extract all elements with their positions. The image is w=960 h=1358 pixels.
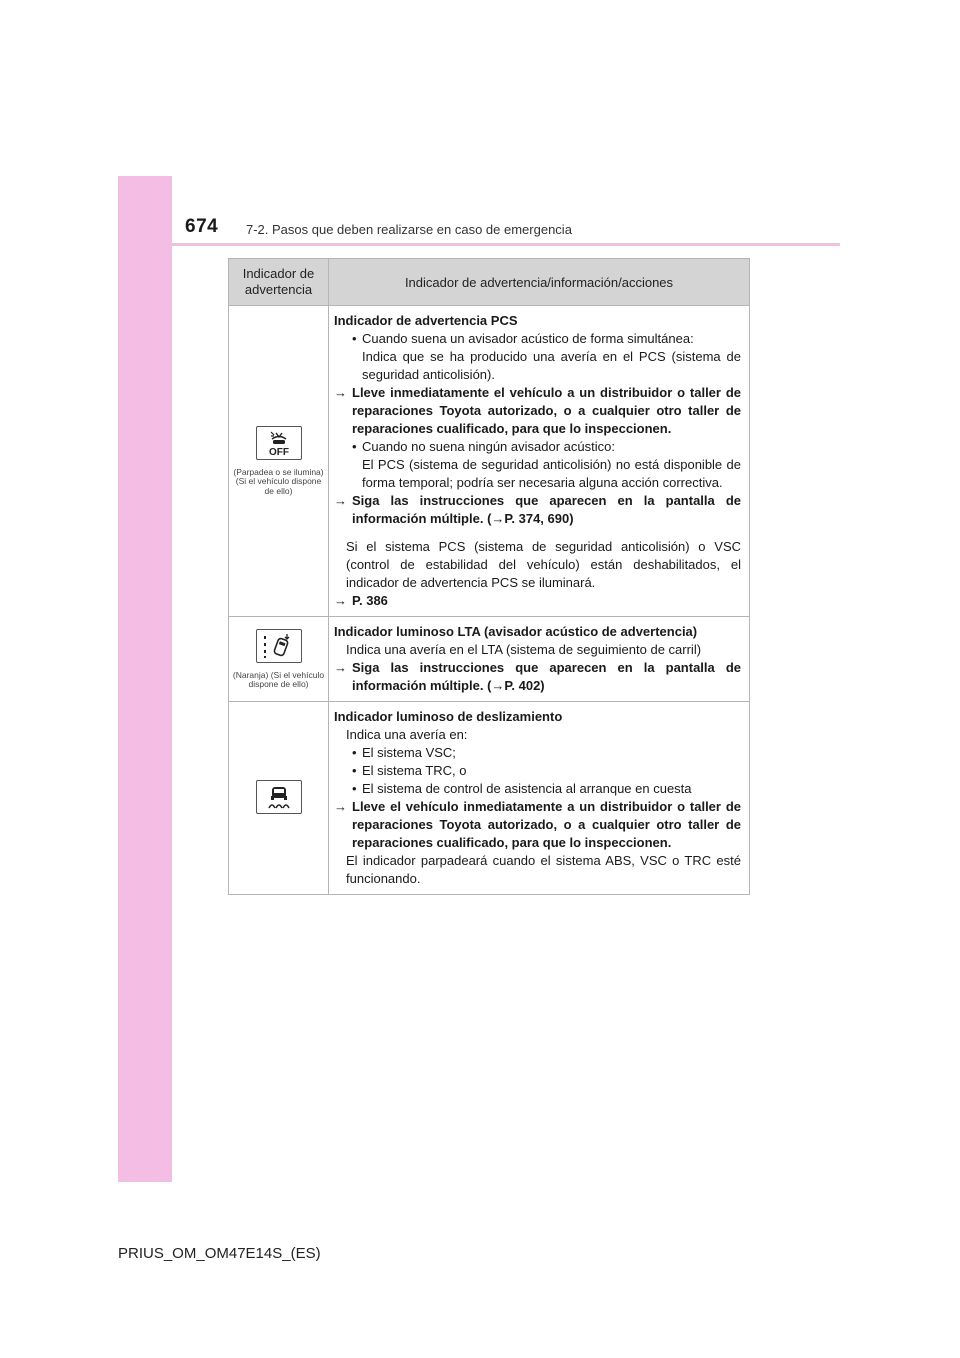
section-title: 7-2. Pasos que deben realizarse en caso de emergencia xyxy=(246,222,572,237)
pcs-off-label: OFF xyxy=(268,446,289,458)
action-item xyxy=(334,659,741,695)
bullet-item: • El sistema VSC; xyxy=(334,744,741,762)
action-item xyxy=(334,798,741,852)
action-text: Siga las instrucciones que aparecen en la pantalla de información múltiple. (→P. 374, 690) xyxy=(352,493,741,526)
arrow-icon: → xyxy=(334,660,347,675)
text-cell xyxy=(329,306,750,617)
header-icon-column: Indicador de advertencia xyxy=(229,259,329,306)
row-title: Indicador luminoso de deslizamiento xyxy=(334,709,563,724)
side-tab xyxy=(118,176,172,1182)
bullet-item: • Cuando no suena ningún avisador acústico: xyxy=(334,438,741,456)
icon-cell xyxy=(229,617,329,702)
bullet-item: • Cuando suena un avisador acústico de forma simultánea: xyxy=(334,330,741,348)
icon-caption: (Parpadea o se ilumina) (Si el vehículo dispone de ello) xyxy=(233,466,324,496)
arrow-icon: → xyxy=(334,799,347,814)
page-reference xyxy=(334,592,741,610)
table-row xyxy=(229,702,750,895)
arrow-icon: → xyxy=(334,385,347,400)
warning-table xyxy=(228,258,750,895)
bullet-detail: El PCS (sistema de seguridad anticolisión) no está disponible de forma temporal; podría ser necesaria alguna acción correctiva. xyxy=(362,457,741,490)
slip-indicator-icon xyxy=(256,780,302,814)
text-cell xyxy=(329,617,750,702)
row-description: Indica una avería en el LTA (sistema de seguimiento de carril) xyxy=(346,642,702,657)
icon-cell xyxy=(229,702,329,895)
reference-text: P. 386 xyxy=(352,593,388,608)
bullet-detail: Indica que se ha producido una avería en el PCS (sistema de seguridad anticolisión). xyxy=(362,349,741,382)
page-number: 674 xyxy=(185,216,219,237)
row-description: Indica una avería en: xyxy=(346,727,468,742)
action-text: Lleve inmediatamente el vehículo a un distribuidor o taller de reparaciones Toyota autorizado, o a cualquier otro taller de reparaciones cualificado, para que lo inspeccionen. xyxy=(352,385,741,436)
arrow-icon: → xyxy=(334,493,347,508)
icon-caption: (Naranja) (Si el vehículo dispone de ello) xyxy=(232,669,325,689)
lta-lane-warning-icon xyxy=(256,629,302,663)
table-row xyxy=(229,306,750,617)
action-item xyxy=(334,492,741,528)
action-text: Lleve el vehículo inmediatamente a un distribuidor o taller de reparaciones Toyota autorizado, o a cualquier otro taller de reparaciones cualificado, para que lo inspeccionen. xyxy=(352,799,741,850)
table-row xyxy=(229,617,750,702)
header-text-column: Indicador de advertencia/información/acciones xyxy=(329,259,750,306)
bullet-item: • El sistema TRC, o xyxy=(334,762,741,780)
pcs-off-warning-icon xyxy=(256,426,302,460)
row-title: Indicador luminoso LTA (avisador acústico de advertencia) xyxy=(334,624,698,639)
arrow-icon: → xyxy=(334,593,347,608)
document-code: PRIUS_OM_OM47E14S_(ES) xyxy=(118,1245,321,1262)
bullet-item: • El sistema de control de asistencia al arranque en cuesta xyxy=(334,780,741,798)
icon-cell xyxy=(229,306,329,617)
note-paragraph: El indicador parpadeará cuando el sistema ABS, VSC o TRC esté funcionando. xyxy=(346,853,741,886)
table-header-row xyxy=(229,259,750,306)
header-divider xyxy=(118,243,840,246)
action-text: Siga las instrucciones que aparecen en la pantalla de información múltiple. (→P. 402) xyxy=(352,660,741,693)
row-title: Indicador de advertencia PCS xyxy=(334,313,518,328)
note-paragraph: Si el sistema PCS (sistema de seguridad anticolisión) o VSC (control de estabilidad del vehículo) están deshabilitados, el indicador de advertencia PCS se iluminará. xyxy=(346,539,741,590)
action-item xyxy=(334,384,741,438)
text-cell xyxy=(329,702,750,895)
